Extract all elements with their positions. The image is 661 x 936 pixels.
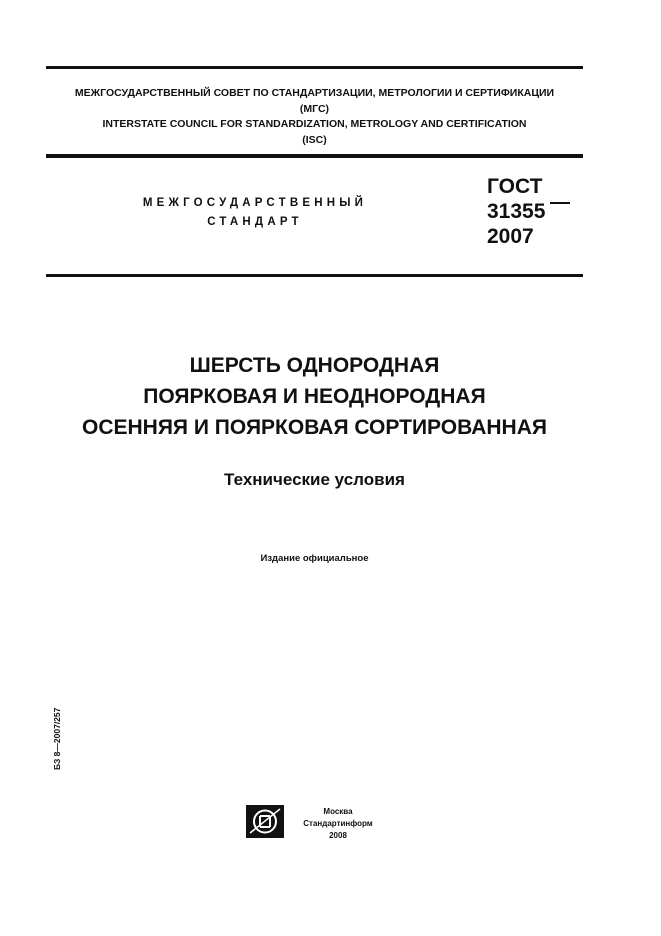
gost-number: 31355 bbox=[487, 200, 546, 223]
standard-kind bbox=[110, 194, 400, 232]
title-line3: ОСЕННЯЯ И ПОЯРКОВАЯ СОРТИРОВАННАЯ bbox=[82, 416, 547, 439]
gost-year: 2007 bbox=[487, 225, 534, 248]
standard-kind-line1: МЕЖГОСУДАРСТВЕННЫЙ bbox=[142, 197, 368, 209]
council-header bbox=[46, 86, 583, 148]
title-line1: ШЕРСТЬ ОДНОРОДНАЯ bbox=[189, 354, 440, 377]
title-line2: ПОЯРКОВАЯ И НЕОДНОРОДНАЯ bbox=[143, 385, 486, 408]
council-name-en: INTERSTATE COUNCIL FOR STANDARDIZATION, METROLOGY AND CERTIFICATION bbox=[102, 118, 527, 130]
council-abbr-ru: (МГС) bbox=[299, 102, 330, 115]
publisher-year: 2008 bbox=[329, 831, 347, 840]
publisher-imprint bbox=[298, 806, 378, 842]
council-abbr-en: (ISC) bbox=[302, 133, 327, 146]
gost-dash bbox=[550, 202, 570, 204]
standartinform-logo-icon bbox=[246, 805, 284, 838]
gost-label: ГОСТ bbox=[487, 175, 543, 198]
top-rule bbox=[46, 66, 583, 69]
publisher-city: Москва bbox=[323, 807, 353, 816]
edition-note: Издание официальное bbox=[260, 553, 369, 564]
council-rule bbox=[46, 154, 583, 158]
council-name-ru: МЕЖГОСУДАРСТВЕННЫЙ СОВЕТ ПО СТАНДАРТИЗАЦИИ, МЕТРОЛОГИИ И СЕРТИФИКАЦИИ bbox=[74, 87, 555, 99]
document-subtitle: Технические условия bbox=[224, 470, 405, 489]
header-bottom-rule bbox=[46, 274, 583, 277]
document-title bbox=[46, 350, 583, 443]
gost-designation bbox=[487, 174, 545, 249]
publisher-name: Стандартинформ bbox=[303, 819, 373, 828]
standard-kind-line2: СТАНДАРТ bbox=[207, 216, 303, 228]
catalog-code: БЗ 8—2007/257 bbox=[52, 707, 62, 770]
